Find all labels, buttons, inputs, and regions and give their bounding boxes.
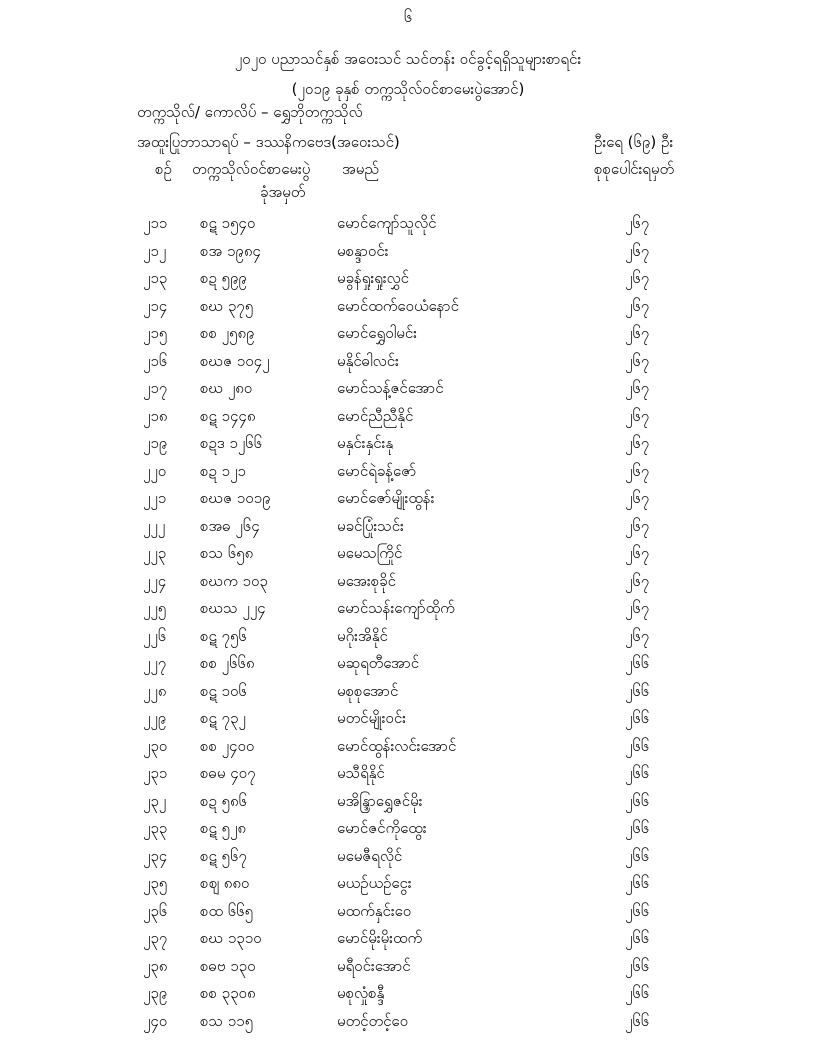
serial-number: ၂၁၆ bbox=[143, 351, 168, 370]
roll-number: စဋ ၁၄၄၈ bbox=[200, 406, 256, 425]
table-row bbox=[0, 792, 816, 820]
student-name: မဆုရတီအောင် bbox=[337, 654, 420, 672]
student-name: မယဉ်ယဉ်ငွေး bbox=[337, 874, 412, 892]
total-marks: ၂၆၇ bbox=[625, 214, 650, 232]
document-title: ၂၀၂၀ ပညာသင်နှစ် အဝေးသင် သင်တန်း ဝင်ခွင့်ရရှိသူများစာရင်း bbox=[234, 50, 582, 68]
student-name: မောင်ညီညီနိုင် bbox=[337, 406, 414, 425]
table-row bbox=[0, 297, 816, 325]
student-name: မစုလှုံစန္ဒီ bbox=[337, 984, 385, 1002]
student-name: မောင်မိုးမိုးထက် bbox=[337, 929, 423, 947]
results-table bbox=[0, 214, 816, 1039]
student-name: မောင်ထက်ဝေယံနောင် bbox=[337, 296, 459, 315]
total-marks: ၂၆၆ bbox=[625, 984, 650, 1002]
student-name: မောင်သန်းကျော်ထိုက် bbox=[337, 599, 455, 617]
serial-number: ၂၂၉ bbox=[143, 709, 167, 727]
total-marks: ၂၆၆ bbox=[625, 681, 650, 700]
serial-number: ၂၃၄ bbox=[143, 846, 168, 865]
serial-number: ၂၃၃ bbox=[143, 819, 168, 837]
total-count: ဦးရေ (၆၉) ဦး bbox=[594, 133, 674, 151]
roll-number: စအဓ ၂၆၄ bbox=[200, 516, 260, 535]
total-marks: ၂၆၆ bbox=[625, 764, 650, 782]
roll-number: စဋ ၁၀၆ bbox=[200, 681, 247, 700]
table-row bbox=[0, 379, 816, 407]
student-name: မဂိုးအိနိုင် bbox=[337, 626, 388, 645]
table-row bbox=[0, 489, 816, 517]
total-marks: ၂၆၇ bbox=[625, 269, 650, 287]
serial-number: ၂၁၅ bbox=[143, 324, 168, 342]
serial-number: ၂၃၁ bbox=[143, 764, 168, 782]
table-row bbox=[0, 709, 816, 737]
table-row bbox=[0, 984, 816, 1012]
roll-number: စဃ ၃၇၅ bbox=[200, 296, 254, 315]
student-name: မစန္ဒာဝင်း bbox=[337, 241, 389, 260]
student-name: မစုစုအောင် bbox=[337, 681, 399, 700]
table-row bbox=[0, 517, 816, 545]
table-row bbox=[0, 269, 816, 297]
table-row bbox=[0, 462, 816, 490]
roll-number: စဍ ၁၂၁ bbox=[200, 461, 246, 480]
total-marks: ၂၆၇ bbox=[625, 241, 650, 260]
serial-number: ၂၁၃ bbox=[143, 269, 168, 287]
serial-number: ၂၂၄ bbox=[143, 571, 167, 590]
table-row bbox=[0, 324, 816, 352]
serial-number: ၂၂၇ bbox=[143, 654, 167, 672]
major-line: အထူးပြုဘာသာရပ် – ဒဿနိကဗေဒ(အဝေးသင်) bbox=[137, 133, 400, 151]
student-name: မောင်ဇင်ကိုထွေး bbox=[337, 819, 427, 837]
roll-number: စဃက ၁၀၃ bbox=[200, 571, 268, 590]
header-roll-number-line2: ခုံအမှတ် bbox=[260, 183, 306, 201]
roll-number: စဃ ၂၈၀ bbox=[200, 379, 253, 397]
total-marks: ၂၆၇ bbox=[625, 516, 650, 535]
student-name: မောင်ကျော်သူလိုင် bbox=[337, 214, 437, 232]
table-row bbox=[0, 847, 816, 875]
serial-number: ၂၁၂ bbox=[143, 241, 167, 260]
roll-number: စထ ၆၆၅ bbox=[200, 901, 254, 920]
total-marks: ၂၆၆ bbox=[625, 901, 650, 920]
table-row bbox=[0, 627, 816, 655]
serial-number: ၂၃၈ bbox=[143, 956, 168, 975]
roll-number: စစ ၂၆၆၈ bbox=[200, 654, 255, 672]
roll-number: စစ ၂၄၀၀ bbox=[200, 736, 255, 755]
serial-number: ၂၃၅ bbox=[143, 874, 168, 892]
roll-number: စဋ ၁၅၄၀ bbox=[200, 214, 256, 232]
total-marks: ၂၆၇ bbox=[625, 626, 650, 645]
serial-number: ၂၃၇ bbox=[143, 929, 168, 947]
roll-number: စဃဇ ၁၀၄၂ bbox=[200, 351, 270, 370]
total-marks: ၂၆၆ bbox=[625, 736, 650, 755]
student-name: မနှင်းနှင်းနု bbox=[337, 434, 394, 452]
total-marks: ၂၆၆ bbox=[625, 929, 650, 947]
roll-number: စအ ၁၉၈၄ bbox=[200, 241, 261, 260]
roll-number: စဋ ၇၃၂ bbox=[200, 709, 246, 727]
page-number: ၆ bbox=[403, 8, 413, 26]
document-subtitle: (၂၀၁၉ ခုနှစ် တက္ကသိုလ်ဝင်စာမေးပွဲအောင်) bbox=[291, 80, 525, 98]
student-name: မခင်ပြုံးသင်း bbox=[337, 516, 404, 535]
roll-number: စဋ ၅၂၈ bbox=[200, 819, 246, 837]
header-roll-number: တက္ကသိုလ်ဝင်စာမေးပွဲ bbox=[192, 160, 311, 178]
table-row bbox=[0, 352, 816, 380]
roll-number: စဓဗ ၁၃၀ bbox=[200, 956, 256, 975]
student-name: မအေးစုခိုင် bbox=[337, 571, 396, 590]
total-marks: ၂၆၆ bbox=[625, 1011, 650, 1030]
table-row bbox=[0, 737, 816, 765]
table-row bbox=[0, 599, 816, 627]
header-total-marks: စုစုပေါင်းရမှတ် bbox=[594, 160, 675, 178]
table-row bbox=[0, 957, 816, 985]
roll-number: စဃ ၁၃၁၀ bbox=[200, 929, 262, 947]
table-row bbox=[0, 819, 816, 847]
student-name: မခွန်ရှုးရှုးလွှင် bbox=[337, 269, 409, 287]
total-marks: ၂၆၆ bbox=[625, 846, 650, 865]
student-name: မတင့်တင့်ဝေ bbox=[337, 1011, 408, 1030]
total-marks: ၂၆၇ bbox=[625, 571, 650, 590]
student-name: မမေဇီရလိုင် bbox=[337, 846, 403, 865]
student-name: မောင်ထွန်းလင်းအောင် bbox=[337, 736, 457, 755]
total-marks: ၂၆၇ bbox=[625, 324, 650, 342]
serial-number: ၂၃၂ bbox=[143, 791, 167, 810]
total-marks: ၂၆၇ bbox=[625, 461, 650, 480]
total-marks: ၂၆၆ bbox=[625, 709, 650, 727]
table-row bbox=[0, 242, 816, 270]
roll-number: စသ ၁၁၅ bbox=[200, 1011, 254, 1030]
total-marks: ၂၆၆ bbox=[625, 874, 650, 892]
total-marks: ၂၆၆ bbox=[625, 956, 650, 975]
student-name: မနိုင်ဓါလင်း bbox=[337, 351, 399, 370]
table-row bbox=[0, 682, 816, 710]
serial-number: ၂၁၄ bbox=[143, 296, 168, 315]
total-marks: ၂၆၇ bbox=[625, 599, 650, 617]
roll-number: စဍ ၅၈၆ bbox=[200, 791, 247, 810]
student-name: မတင်မျိုးဝင်း bbox=[337, 709, 406, 727]
roll-number: စစ ၂၅၈၉ bbox=[200, 324, 255, 342]
header-serial: စဉ် bbox=[155, 160, 172, 178]
serial-number: ၂၁၈ bbox=[143, 406, 168, 425]
serial-number: ၂၃၉ bbox=[143, 984, 168, 1002]
roll-number: စဋ ၅၆၇ bbox=[200, 846, 247, 865]
roll-number: စဋ ၇၅၆ bbox=[200, 626, 247, 645]
university-line: တက္ကသိုလ်/ ကောလိပ် – ရွှေဘိုတက္ကသိုလ် bbox=[137, 103, 363, 121]
table-row bbox=[0, 544, 816, 572]
student-name: မအိန္ဒြာရွှေဇင်မိုး bbox=[337, 791, 423, 810]
total-marks: ၂၆၇ bbox=[625, 406, 650, 425]
table-row bbox=[0, 929, 816, 957]
table-row bbox=[0, 407, 816, 435]
serial-number: ၂၂၆ bbox=[143, 626, 167, 645]
roll-number: စစ ၃၃၀၈ bbox=[200, 984, 256, 1002]
header-name: အမည် bbox=[342, 160, 379, 178]
serial-number: ၂၂၂ bbox=[143, 516, 166, 535]
table-row bbox=[0, 654, 816, 682]
table-row bbox=[0, 434, 816, 462]
serial-number: ၂၂၃ bbox=[143, 544, 167, 562]
total-marks: ၂၆၆ bbox=[625, 654, 650, 672]
student-name: မရီဝင်းအောင် bbox=[337, 956, 411, 975]
total-marks: ၂၆၇ bbox=[625, 379, 650, 397]
total-marks: ၂၆၇ bbox=[625, 296, 650, 315]
total-marks: ၂၆၆ bbox=[625, 819, 650, 837]
total-marks: ၂၆၆ bbox=[625, 791, 650, 810]
total-marks: ၂၆၇ bbox=[625, 434, 650, 452]
total-marks: ၂၆၇ bbox=[625, 489, 650, 507]
roll-number: စဃဇ ၁၀၁၉ bbox=[200, 489, 271, 507]
roll-number: စဃသ ၂၂၄ bbox=[200, 599, 266, 617]
student-name: မောင်သန့်ဇင်အောင် bbox=[337, 379, 444, 397]
student-name: မမေသကြိုင် bbox=[337, 544, 403, 562]
serial-number: ၂၂၀ bbox=[143, 461, 167, 480]
roll-number: စဓမ ၄၀၇ bbox=[200, 764, 256, 782]
student-name: မောင်ရဲခန့်ဇော် bbox=[337, 461, 417, 480]
table-row bbox=[0, 764, 816, 792]
serial-number: ၂၁၉ bbox=[143, 434, 168, 452]
total-marks: ၂၆၇ bbox=[625, 351, 650, 370]
serial-number: ၂၃၆ bbox=[143, 901, 168, 920]
serial-number: ၂၂၅ bbox=[143, 599, 167, 617]
serial-number: ၂၂၈ bbox=[143, 681, 167, 700]
roll-number: စသ ၆၅၈ bbox=[200, 544, 254, 562]
student-name: မသီရိနိုင် bbox=[337, 764, 385, 782]
student-name: မောင်ရွှေဝါမင်း bbox=[337, 324, 417, 342]
roll-number: စဍ ၅၉၉ bbox=[200, 269, 247, 287]
table-row bbox=[0, 1012, 816, 1040]
roll-number: စဈ ၈၈၀ bbox=[200, 874, 250, 892]
student-name: မောင်ဇော်မျိုးထွန်း bbox=[337, 489, 435, 507]
table-row bbox=[0, 902, 816, 930]
student-name: မထက်နှင်းဝေ bbox=[337, 901, 412, 920]
serial-number: ၂၃၀ bbox=[143, 736, 168, 755]
roll-number: စဍဒ ၁၂၆၆ bbox=[200, 434, 263, 452]
total-marks: ၂၆၇ bbox=[625, 544, 650, 562]
serial-number: ၂၁၁ bbox=[143, 214, 168, 232]
serial-number: ၂၄၀ bbox=[143, 1011, 168, 1030]
table-row bbox=[0, 572, 816, 600]
table-row bbox=[0, 214, 816, 242]
serial-number: ၂၁၇ bbox=[143, 379, 168, 397]
serial-number: ၂၂၁ bbox=[143, 489, 167, 507]
table-row bbox=[0, 874, 816, 902]
